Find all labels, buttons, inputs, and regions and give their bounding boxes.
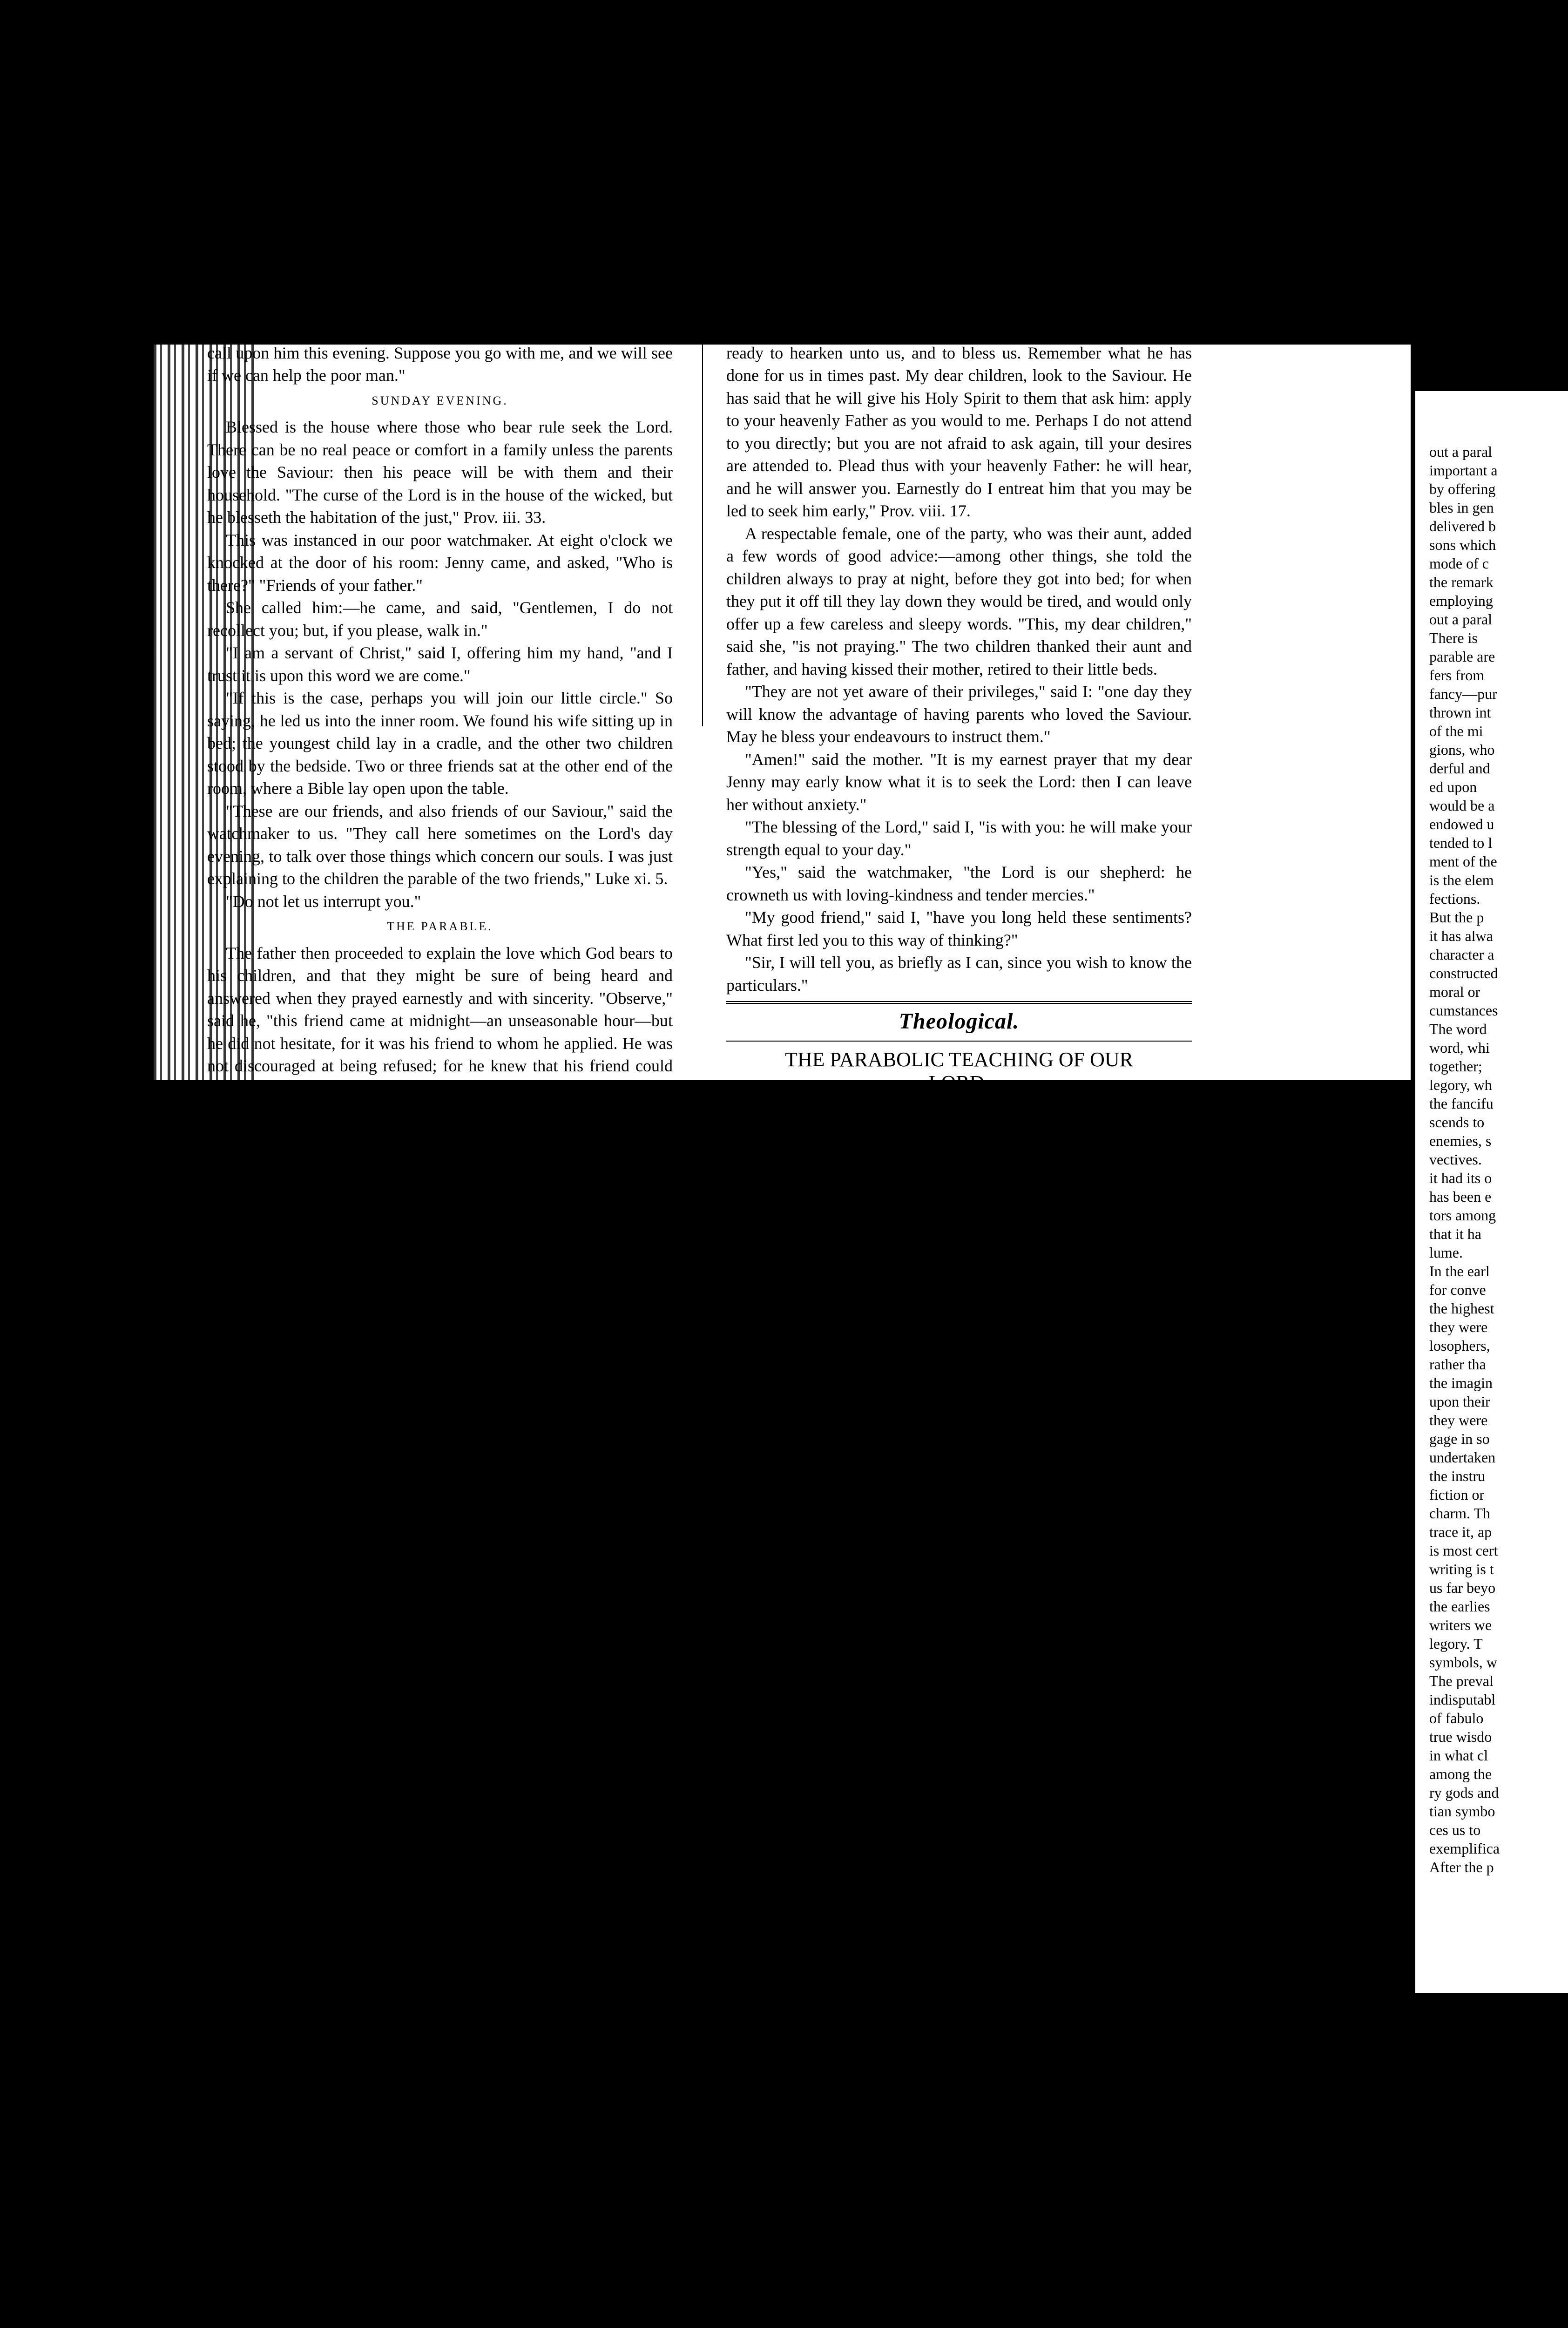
fragment-line: cumstances: [1429, 1002, 1498, 1019]
fragment-line: it has alwa: [1429, 927, 1493, 944]
fragment-line: mode of c: [1429, 555, 1489, 572]
fragment-line: tended to l: [1429, 834, 1493, 851]
section-title: Theological.: [899, 1009, 1020, 1034]
paragraph: "I am a servant of Christ," said I, offering him my hand, "and I trust it is upon this word we are come.": [207, 643, 673, 685]
fragment-line: fiction or: [1429, 1486, 1485, 1503]
fragment-line: fancy—pur: [1429, 685, 1497, 702]
fragment-line: they were: [1429, 1412, 1488, 1428]
fragment-line: lume.: [1429, 1244, 1463, 1261]
fragment-line: fers from: [1429, 667, 1485, 684]
paragraph: we have, lay down his life for us? Would any one offer to bear the punishment of our sins? Yet our Saviour bore this when he was nailed to the cross. Again: Can there be a friend richer or more powerful than he is? Think, for a moment, what are the riches of this world when compared with the treasures of his love. And do not let us forget that our friend is not only thus able to give exceeding abundantly above all we can ask or think, but he is also ready and willing so to do. He will withhold nothing that is for their good from those who really seek him. He is always ready to hear: times and seasons are alike to him. I say this, my children, knowing that what I say is true. His ears are always open to our prayers; he is always ready to hearken unto us, and to bless us. Remember what he has done for us in times past. My dear children, look to the Saviour. He has said that he will give his Holy Spirit to them that ask him: apply to your heavenly Father as you would to me. Perhaps I do not attend to you directly; but you are not afraid to ask again, till your desires are attended to. Plead thus with your heavenly Father: he will hear, and he will answer you. Earnestly do I entreat him that you may be led to seek him early," Prov. viii. 17.: [726, 95, 1192, 520]
fragment-line: scends to: [1429, 1114, 1485, 1130]
section-rule: [726, 1001, 1192, 1004]
fragment-line: gage in so: [1429, 1430, 1490, 1447]
paragraph: "These are our friends, and also friends of our Saviour," said the watchmaker to us. "They call here sometimes on the Lord's day evening, to talk over those things which concern our souls. I was just explaining to the children the parable of the two friends," Luke xi. 5.: [207, 801, 673, 888]
fragment-line: true wisdo: [1429, 1728, 1492, 1745]
fragment-line: that it ha: [1429, 1225, 1481, 1242]
fragment-line: ry gods and: [1429, 1784, 1499, 1801]
next-page-fragment: [1415, 391, 1568, 1993]
fragment-line: constructed: [1429, 965, 1498, 981]
paragraph: "My good friend," said I, "have you long held these sentiments? What first led you to this way of thinking?": [726, 908, 1192, 949]
fragment-line: After the p: [1429, 1859, 1494, 1875]
fragment-line: they were: [1429, 1319, 1488, 1335]
paragraph: "The blessing of the Lord," said I, "is with you: he will make your strength equal to your day.": [726, 818, 1192, 859]
fragment-line: gions, who: [1429, 741, 1495, 758]
fragment-line: the fancifu: [1429, 1095, 1494, 1112]
fragment-line: thrown int: [1429, 704, 1491, 721]
fragment-line: The preval: [1429, 1672, 1494, 1689]
fragment-line: writers we: [1429, 1617, 1492, 1633]
paragraph: Blessed is the house where those who bear rule seek the Lord. There can be no real peace or comfort in a family unless the parents love the Saviour: then his peace will be with them and their household. "The curse of the Lord is in the house of the wicked, but he blesseth the habitation of the just," Prov. iii. 33.: [207, 418, 673, 527]
fragment-line: endowed u: [1429, 816, 1494, 832]
fragment-line: undertaken: [1429, 1449, 1496, 1466]
fragment-line: There is: [1429, 629, 1478, 646]
right-column: [726, 93, 1192, 1217]
paragraph: "They are not yet aware of their privileges," said I: "one day they will know the advantage of having parents who loved the Saviour. May he bless your endeavours to instruct them.": [726, 682, 1192, 746]
fragment-line: enemies, s: [1429, 1132, 1492, 1149]
fragment-line: upon their: [1429, 1393, 1490, 1410]
fragment-line: The word: [1429, 1021, 1487, 1037]
fragment-line: of the mi: [1429, 723, 1483, 739]
fragment-line: is most cert: [1429, 1542, 1498, 1559]
fragment-line: out a paral: [1429, 443, 1493, 460]
chapter-label: CHAPTER I.: [917, 1103, 1001, 1117]
fragment-line: the earlies: [1429, 1598, 1490, 1615]
fragment-line: tian symbo: [1429, 1803, 1495, 1820]
next-page-column: [1429, 442, 1568, 1876]
fragment-line: tors among: [1429, 1207, 1496, 1224]
fragment-line: delivered b: [1429, 518, 1496, 535]
section-rule: [726, 1041, 1192, 1042]
fragment-line: parable are: [1429, 648, 1495, 665]
fragment-line: for conve: [1429, 1281, 1486, 1298]
fragment-line: ed upon: [1429, 778, 1477, 795]
paragraph: A respectable female, one of the party, who was their aunt, added a few words of good advice:—among other things, she told the children always to pray at night, before they got into bed; for when they put it off till they lay down they would be tired, and would only offer up a few careless and sleepy words. "This, my dear children," said she, "is not praying." The two children thanked their aunt and father, and having kissed their mother, retired to their little beds.: [726, 524, 1192, 678]
fragment-line: out a paral: [1429, 611, 1493, 628]
fragment-line: bles in gen: [1429, 499, 1494, 516]
fragment-line: among the: [1429, 1766, 1492, 1782]
fragment-line: ces us to: [1429, 1821, 1481, 1838]
column-divider: [702, 93, 703, 726]
fragment-line: together;: [1429, 1058, 1482, 1075]
fragment-line: by offering: [1429, 480, 1496, 497]
fragment-line: sons which: [1429, 536, 1496, 553]
fragment-line: writing is t: [1429, 1561, 1494, 1577]
fragment-line: vectives.: [1429, 1151, 1482, 1168]
paragraph: "Amen!" said the mother. "It is my earnest prayer that my dear Jenny may early know what it is to seek the Lord: then I can leave her without anxiety.": [726, 750, 1192, 814]
left-column: [207, 93, 673, 1190]
fragment-line: is the elem: [1429, 872, 1494, 888]
fragment-line: of fabulo: [1429, 1710, 1484, 1726]
fragment-line: character a: [1429, 946, 1494, 963]
fragment-line: exemplifica: [1429, 1840, 1500, 1857]
paragraph: people are freed from the slavish observance of the Sabbath according to the rites of the Jews in times of old; but still it is his day;—it is the Lord's day, set apart peculiarly for opportunities of worshipping him, and attending to the concerns of our souls;—so that those who needlessly employ it otherwise themselves, or cause others to do so, assuredly break this holy command, and act contrary to his will. And let it ever be remembered that Sabbath-breaking almost invariably stands the first in the dark catalogue of those crimes which lead men to punishment. This should particularly be inculcated in the minds of children. As for this poor watchmaker, your account makes me anxious to know more about him. I intend to call upon him this evening. Suppose you go with me, and we will see if we can help the poor man.": [207, 95, 673, 385]
fragment-line: derful and: [1429, 760, 1490, 777]
fragment-line: legory, wh: [1429, 1076, 1492, 1093]
fragment-line: fections.: [1429, 890, 1480, 907]
fragment-line: important a: [1429, 462, 1498, 479]
fragment-line: rather tha: [1429, 1356, 1486, 1373]
fragment-line: the highest: [1429, 1300, 1494, 1317]
fragment-line: trace it, ap: [1429, 1523, 1492, 1540]
article-title: THE PARABOLIC TEACHING OF OUR LORD.: [784, 1048, 1134, 1094]
fragment-line: symbols, w: [1429, 1654, 1497, 1671]
fragment-line: the imagin: [1429, 1374, 1493, 1391]
paragraph: This was instanced in our poor watchmaker. At eight o'clock we knocked at the door of his room: Jenny came, and asked, "Who is there?" "Friends of your father.": [207, 530, 673, 595]
header-rule: [228, 87, 1169, 88]
running-title: THE WESLEYAN.: [589, 51, 805, 77]
paragraph: "Sir, I will tell you, as briefly as I can, since you wish to know the particulars.": [726, 953, 1192, 995]
paragraph: "Do not let us interrupt you.": [226, 892, 421, 911]
fragment-line: employing: [1429, 592, 1493, 609]
fragment-line: charm. Th: [1429, 1505, 1490, 1522]
subheading: THE PARABLE.: [387, 920, 493, 933]
fragment-line: legory. T: [1429, 1635, 1483, 1652]
page-header: [228, 51, 1178, 77]
fragment-line: indisputabl: [1429, 1691, 1496, 1708]
fragment-line: But the p: [1429, 909, 1484, 926]
paragraph: "Yes," said the watchmaker, "the Lord is our shepherd: he crowneth us with loving-kindness and tender mercies.": [726, 863, 1192, 904]
subheading: SUNDAY EVENING.: [372, 393, 508, 407]
fragment-line: losophers,: [1429, 1337, 1490, 1354]
fragment-line: us far beyo: [1429, 1579, 1496, 1596]
fragment-line: the remark: [1429, 574, 1494, 590]
fragment-line: in what cl: [1429, 1747, 1488, 1764]
paragraph: "If this is the case, perhaps you will join our little circle." So saying, he led us into the inner room. We found his wife sitting up in bed; the youngest child lay in a cradle, and the other two children stood by the bedside. Two or three friends sat at the other end of the room, where a Bible lay open upon the table.: [207, 689, 673, 798]
paragraph: The father then proceeded to explain the love which God bears to his children, and that they might be sure of being heard and answered when they prayed earnestly and with sincerity. "Observe," said he, "this friend came at midnight—an unseasonable hour—but he did not hesitate, for it was his friend to whom he applied. He was not discouraged at being refused; for he knew that his friend could give him what he desired; he knew his kind disposition, his readiness to oblige; and he trusted in his friend's affection for him. He was not mistaken; he obtained all that he asked for. Now, my dear children, is not our God a better friend than any we can have in this world? Would any one of our friends, even the best: [207, 943, 673, 1188]
paragraph: The Evangelist Mark informs us, that when our Lord taught in the presence of his enemies, or those who were prejudiced against his mission and his doctrine, he addressed them in parables, and that "with-: [726, 1128, 1192, 1215]
fragment-line: In the earl: [1429, 1263, 1490, 1279]
fragment-line: it had its o: [1429, 1170, 1492, 1186]
fragment-line: moral or: [1429, 983, 1480, 1000]
fragment-line: has been e: [1429, 1188, 1492, 1205]
paragraph: She called him:—he came, and said, "Gentlemen, I do not recollect you; but, if you please, walk in.": [207, 598, 673, 640]
fragment-line: would be a: [1429, 797, 1495, 814]
fragment-line: the instru: [1429, 1468, 1485, 1484]
fragment-line: word, whi: [1429, 1039, 1490, 1056]
page-number: 228: [228, 53, 271, 77]
fragment-line: ment of the: [1429, 853, 1497, 870]
